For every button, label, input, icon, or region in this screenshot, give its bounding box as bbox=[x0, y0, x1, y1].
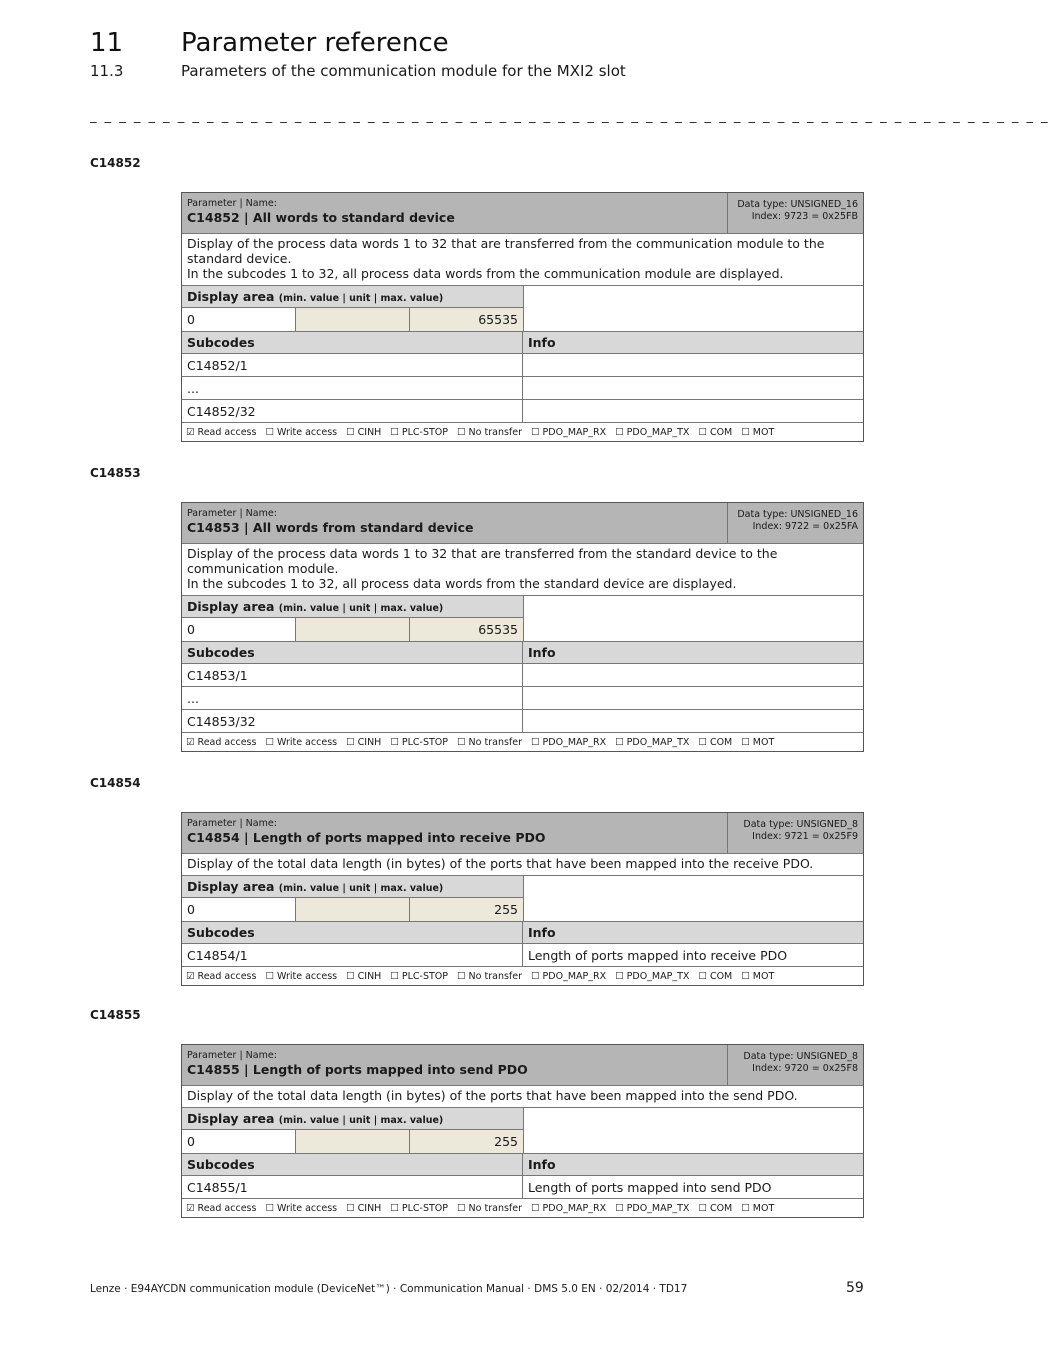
subcode-row bbox=[182, 376, 863, 399]
parameter-code-heading: C14854 bbox=[90, 776, 141, 790]
subcode-info-cell: Length of ports mapped into receive PDO bbox=[528, 948, 788, 963]
display-min-value: 0 bbox=[182, 1130, 296, 1153]
display-area bbox=[182, 1107, 863, 1153]
parameter-description bbox=[182, 1085, 863, 1107]
subcode-row bbox=[182, 1175, 863, 1198]
subcode-row bbox=[182, 943, 863, 966]
parameter-table bbox=[181, 1044, 864, 1218]
access-flags bbox=[182, 1198, 863, 1217]
parameter-header bbox=[182, 193, 863, 233]
section-number: 11.3 bbox=[90, 62, 124, 80]
access-flag: ☐ PLC-STOP bbox=[390, 737, 449, 748]
access-flag: ☐ PDO_MAP_TX bbox=[615, 737, 690, 748]
display-area-label: Display area (min. value | unit | max. value) bbox=[182, 1108, 523, 1130]
subcode-info-cell bbox=[523, 664, 863, 686]
subcodes-column-label: Subcodes bbox=[182, 332, 523, 353]
subcode-info-cell bbox=[523, 377, 863, 399]
access-flag: ☐ MOT bbox=[741, 971, 775, 982]
access-flag: ☐ COM bbox=[698, 427, 733, 438]
access-flag: ☑ Read access bbox=[186, 427, 257, 438]
subcodes-column-label: Subcodes bbox=[182, 1154, 523, 1175]
display-min-value: 0 bbox=[182, 618, 296, 641]
description-line: Display of the process data words 1 to 32 that are transferred from the communication module to the standard device. bbox=[187, 236, 825, 266]
parameter-code-heading: C14855 bbox=[90, 1008, 141, 1022]
subcode-row bbox=[182, 353, 863, 376]
access-flags bbox=[182, 732, 863, 751]
description-line: In the subcodes 1 to 32, all process data words from the standard device are displayed. bbox=[187, 576, 737, 591]
display-unit bbox=[296, 1130, 410, 1153]
access-flag: ☐ COM bbox=[698, 1203, 733, 1214]
subcodes-header bbox=[182, 1153, 863, 1175]
subcode-cell: ... bbox=[182, 377, 523, 399]
access-flag: ☐ PLC-STOP bbox=[390, 1203, 449, 1214]
access-flag: ☑ Read access bbox=[186, 1203, 257, 1214]
info-column-label: Info bbox=[528, 645, 556, 660]
parameter-name-label: Parameter | Name: bbox=[187, 198, 277, 209]
chapter-title: Parameter reference bbox=[181, 28, 449, 58]
parameter-name-label: Parameter | Name: bbox=[187, 818, 277, 829]
access-flag: ☐ CINH bbox=[346, 427, 382, 438]
parameter-table bbox=[181, 502, 864, 752]
display-max-value: 255 bbox=[410, 1130, 523, 1153]
subcode-row bbox=[182, 686, 863, 709]
display-unit bbox=[296, 618, 410, 641]
display-area bbox=[182, 875, 863, 921]
access-flag: ☐ PDO_MAP_RX bbox=[531, 427, 607, 438]
access-flag: ☐ Write access bbox=[265, 427, 338, 438]
parameter-name: C14853 | All words from standard device bbox=[187, 520, 474, 535]
access-flag: ☐ PDO_MAP_RX bbox=[531, 971, 607, 982]
access-flag: ☐ PDO_MAP_RX bbox=[531, 1203, 607, 1214]
access-flag: ☐ Write access bbox=[265, 737, 338, 748]
access-flag: ☑ Read access bbox=[186, 971, 257, 982]
page-number: 59 bbox=[846, 1280, 864, 1296]
subcode-cell: C14852/32 bbox=[182, 400, 523, 422]
subcode-row bbox=[182, 709, 863, 732]
description-line: Display of the total data length (in bytes) of the ports that have been mapped into the send PDO. bbox=[187, 1088, 798, 1103]
access-flag: ☐ PLC-STOP bbox=[390, 971, 449, 982]
access-flags bbox=[182, 966, 863, 985]
access-flag: ☐ No transfer bbox=[457, 971, 523, 982]
subcode-cell: C14853/32 bbox=[182, 710, 523, 732]
data-type: Data type: UNSIGNED_16 bbox=[737, 199, 858, 210]
parameter-header bbox=[182, 1045, 863, 1085]
display-min-value: 0 bbox=[182, 898, 296, 921]
access-flag: ☐ CINH bbox=[346, 1203, 382, 1214]
parameter-name: C14855 | Length of ports mapped into send PDO bbox=[187, 1062, 528, 1077]
access-flag: ☐ PDO_MAP_TX bbox=[615, 427, 690, 438]
parameter-description bbox=[182, 233, 863, 285]
parameter-code-heading: C14852 bbox=[90, 156, 141, 170]
parameter-table bbox=[181, 812, 864, 986]
access-flag: ☐ CINH bbox=[346, 971, 382, 982]
access-flags bbox=[182, 422, 863, 441]
access-flag: ☐ MOT bbox=[741, 427, 775, 438]
description-line: In the subcodes 1 to 32, all process data words from the communication module are displayed. bbox=[187, 266, 784, 281]
subcode-cell: C14852/1 bbox=[182, 354, 523, 376]
access-flag: ☐ PLC-STOP bbox=[390, 427, 449, 438]
description-line: Display of the total data length (in bytes) of the ports that have been mapped into the receive PDO. bbox=[187, 856, 814, 871]
access-flag: ☐ Write access bbox=[265, 1203, 338, 1214]
subcode-info-cell bbox=[523, 354, 863, 376]
subcodes-column-label: Subcodes bbox=[182, 642, 523, 663]
parameter-table bbox=[181, 192, 864, 442]
display-area bbox=[182, 595, 863, 641]
header-separator: _ _ _ _ _ _ _ _ _ _ _ _ _ _ _ _ _ _ _ _ _ _ _ _ _ _ _ _ _ _ _ _ _ _ _ _ _ _ _ _ _ _ _ _ _ _ _ _ _ _ _ _ _ _ _ _ _ _ _ _ _ _ _ _ _ _ bbox=[90, 109, 1050, 124]
subcode-cell: C14853/1 bbox=[182, 664, 523, 686]
subcode-info-cell bbox=[523, 400, 863, 422]
subcode-cell: C14855/1 bbox=[182, 1176, 523, 1198]
parameter-name: C14854 | Length of ports mapped into receive PDO bbox=[187, 830, 546, 845]
access-flag: ☐ CINH bbox=[346, 737, 382, 748]
display-min-value: 0 bbox=[182, 308, 296, 331]
subcodes-header bbox=[182, 641, 863, 663]
description-line: Display of the process data words 1 to 32 that are transferred from the standard device to the communication module. bbox=[187, 546, 778, 576]
display-max-value: 65535 bbox=[410, 618, 523, 641]
info-column-label: Info bbox=[528, 335, 556, 350]
parameter-name-label: Parameter | Name: bbox=[187, 508, 277, 519]
display-area-label: Display area (min. value | unit | max. value) bbox=[182, 876, 523, 898]
subcode-info-cell bbox=[523, 687, 863, 709]
display-unit bbox=[296, 898, 410, 921]
parameter-header bbox=[182, 813, 863, 853]
info-column-label: Info bbox=[528, 1157, 556, 1172]
access-flag: ☐ No transfer bbox=[457, 427, 523, 438]
parameter-description bbox=[182, 853, 863, 875]
subcode-cell: C14854/1 bbox=[182, 944, 523, 966]
data-type: Data type: UNSIGNED_8 bbox=[743, 1051, 858, 1062]
subcode-info-cell bbox=[523, 710, 863, 732]
chapter-number: 11 bbox=[90, 28, 124, 58]
access-flag: ☐ MOT bbox=[741, 1203, 775, 1214]
parameter-description bbox=[182, 543, 863, 595]
display-area bbox=[182, 285, 863, 331]
section-title: Parameters of the communication module for the MXI2 slot bbox=[181, 62, 626, 80]
parameter-name-label: Parameter | Name: bbox=[187, 1050, 277, 1061]
access-flag: ☑ Read access bbox=[186, 737, 257, 748]
subcode-row bbox=[182, 663, 863, 686]
subcode-row bbox=[182, 399, 863, 422]
subcode-cell: ... bbox=[182, 687, 523, 709]
parameter-name: C14852 | All words to standard device bbox=[187, 210, 455, 225]
access-flag: ☐ PDO_MAP_RX bbox=[531, 737, 607, 748]
access-flag: ☐ PDO_MAP_TX bbox=[615, 1203, 690, 1214]
parameter-index: Index: 9720 = 0x25F8 bbox=[752, 1063, 858, 1074]
parameter-header bbox=[182, 503, 863, 543]
parameter-code-heading: C14853 bbox=[90, 466, 141, 480]
subcodes-header bbox=[182, 331, 863, 353]
info-column-label: Info bbox=[528, 925, 556, 940]
access-flag: ☐ No transfer bbox=[457, 737, 523, 748]
display-max-value: 65535 bbox=[410, 308, 523, 331]
subcodes-header bbox=[182, 921, 863, 943]
parameter-index: Index: 9722 = 0x25FA bbox=[752, 521, 858, 532]
access-flag: ☐ MOT bbox=[741, 737, 775, 748]
display-area-label: Display area (min. value | unit | max. value) bbox=[182, 596, 523, 618]
display-unit bbox=[296, 308, 410, 331]
access-flag: ☐ COM bbox=[698, 737, 733, 748]
access-flag: ☐ Write access bbox=[265, 971, 338, 982]
access-flag: ☐ No transfer bbox=[457, 1203, 523, 1214]
subcode-info-cell: Length of ports mapped into send PDO bbox=[528, 1180, 772, 1195]
display-area-label: Display area (min. value | unit | max. value) bbox=[182, 286, 523, 308]
data-type: Data type: UNSIGNED_8 bbox=[743, 819, 858, 830]
access-flag: ☐ COM bbox=[698, 971, 733, 982]
subcodes-column-label: Subcodes bbox=[182, 922, 523, 943]
access-flag: ☐ PDO_MAP_TX bbox=[615, 971, 690, 982]
data-type: Data type: UNSIGNED_16 bbox=[737, 509, 858, 520]
parameter-index: Index: 9723 = 0x25FB bbox=[751, 211, 858, 222]
display-max-value: 255 bbox=[410, 898, 523, 921]
parameter-index: Index: 9721 = 0x25F9 bbox=[752, 831, 858, 842]
footer-text: Lenze · E94AYCDN communication module (DeviceNet™) · Communication Manual · DMS 5.0 EN · 02/2014 · TD17 bbox=[90, 1283, 688, 1295]
